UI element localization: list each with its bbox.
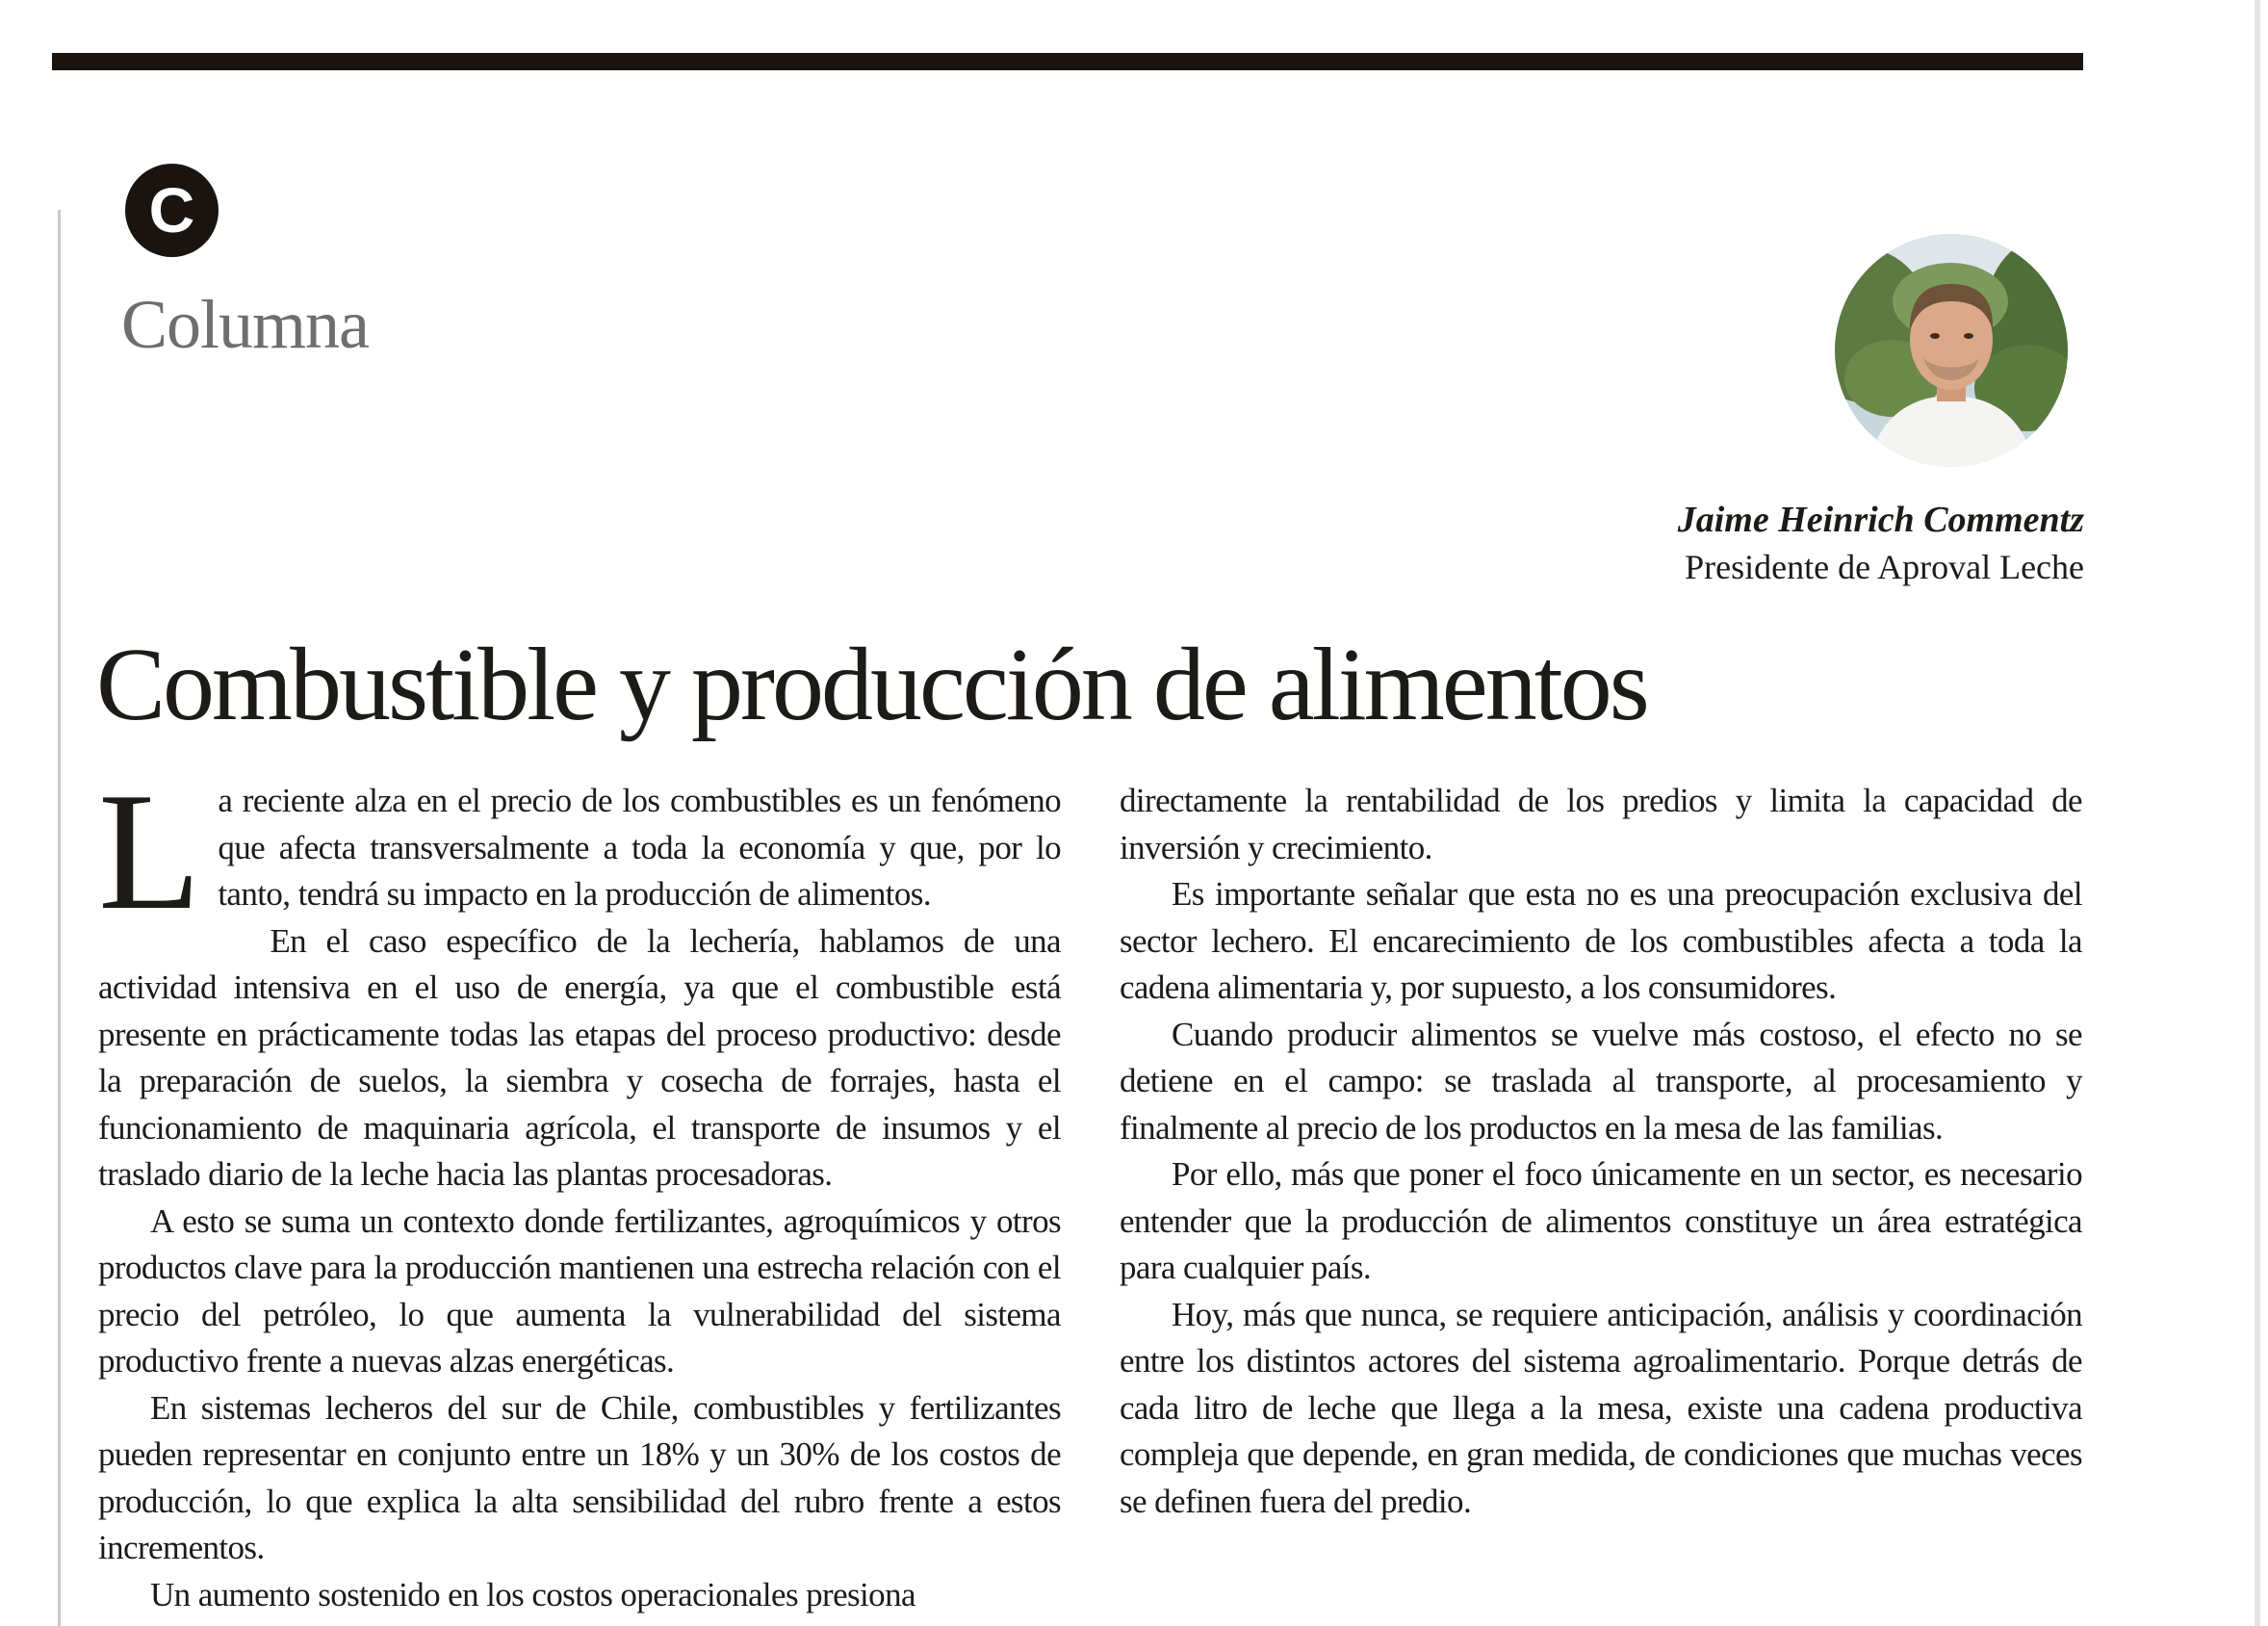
paragraph: Es importante señalar que esta no es una preocupación exclusiva del sector lechero. El encarecimiento de los combustibles afecta a toda la cadena alimentaria y, por supuesto, a los consumidores.: [1120, 875, 2082, 1006]
article-column-left: [98, 758, 1061, 1618]
paragraph-text: a reciente alza en el precio de los combustibles es un fenómeno que afecta transversalmente a toda la economía y que, por lo tanto, tendrá su impacto en la producción de alimentos.: [218, 782, 1061, 913]
article-column-right: [1120, 778, 2082, 1525]
drop-cap: L: [98, 758, 201, 944]
left-rule: [58, 210, 61, 1626]
paragraph: Por ello, más que poner el foco únicamente en un sector, es necesario entender que la producción de alimentos constituye un área estratégica para cualquier país.: [1120, 1155, 2082, 1286]
page-edge: [2255, 0, 2260, 1626]
paragraph: En el caso específico de la lechería, hablamos de una actividad intensiva en el uso de energía, ya que el combustible está presente en prácticamente todas las etapas del proceso productivo: desde la preparación de suelos, la siembra y cosecha de forrajes, hasta el funcionamiento de maquinaria agrícola, el transporte de insumos y el traslado diario de la leche hacia las plantas procesadoras.: [98, 921, 1061, 1193]
author-role: Presidente de Aproval Leche: [1685, 548, 2084, 586]
paragraph: Hoy, más que nunca, se requiere anticipación, análisis y coordinación entre los distintos actores del sistema agroalimentario. Porque detrás de cada litro de leche que llega a la mesa, existe una cadena productiva compleja que depende, en gran medida, de condiciones que muchas veces se definen fuera del predio.: [1120, 1295, 2082, 1520]
paragraph: Cuando producir alimentos se vuelve más costoso, el efecto no se detiene en el campo: se traslada al transporte, al procesamiento y finalmente al precio de los productos en la mesa de las familias.: [1120, 1015, 2082, 1147]
author-name: Jaime Heinrich Commentz: [1677, 500, 2084, 540]
paragraph: A esto se suma un contexto donde fertilizantes, agroquímicos y otros productos clave para la producción mantienen una estrecha relación con el precio del petróleo, lo que aumenta la vulnerabilidad del sistema productivo frente a nuevas alzas energéticas.: [98, 1201, 1061, 1380]
top-rule: [52, 53, 2083, 70]
section-badge-icon: C: [125, 164, 219, 257]
paragraph: Un aumento sostenido en los costos operacionales presiona: [150, 1575, 915, 1613]
paragraph: directamente la rentabilidad de los predios y limita la capacidad de inversión y crecimiento.: [1120, 782, 2082, 866]
section-label: Columna: [121, 286, 369, 363]
author-portrait-icon: [1835, 234, 2068, 467]
article-title: Combustible y producción de alimentos: [96, 628, 1647, 742]
paragraph: [98, 758, 1061, 944]
paragraph: En sistemas lecheros del sur de Chile, combustibles y fertilizantes pueden representar en conjunto entre un 18% y un 30% de los costos de producción, lo que explica la alta sensibilidad del rubro frente a estos incrementos.: [98, 1388, 1061, 1566]
